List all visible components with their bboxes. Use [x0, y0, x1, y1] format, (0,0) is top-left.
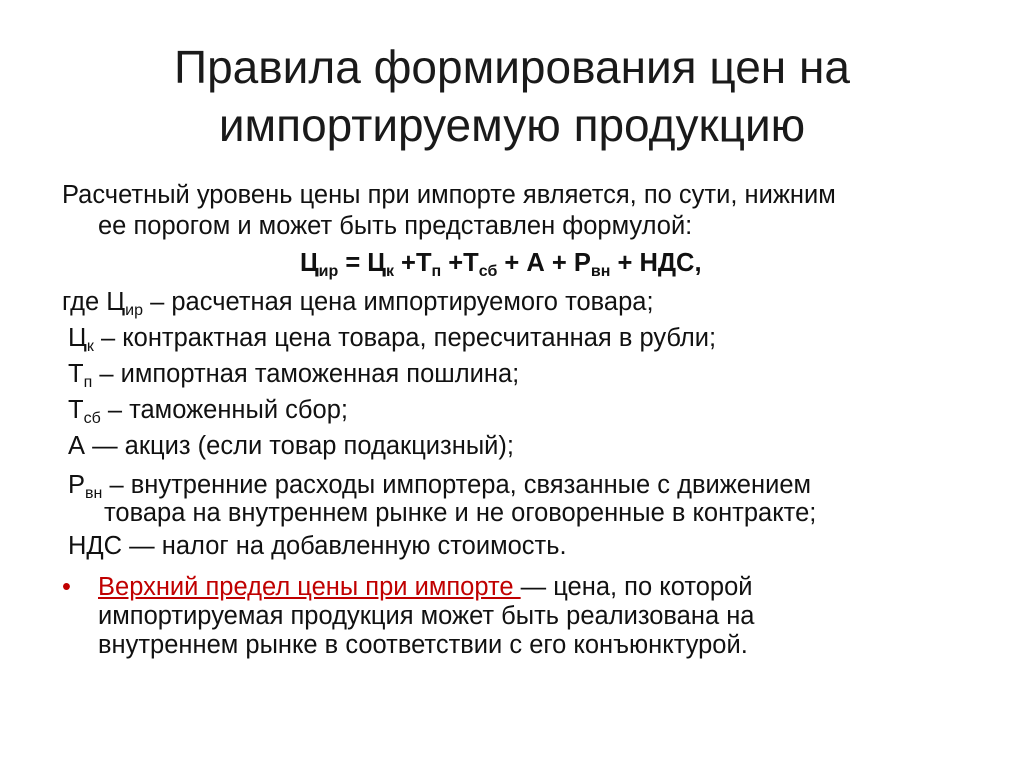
- formula-sub: сб: [478, 263, 498, 280]
- intro-paragraph: [62, 180, 962, 242]
- slide-title: [60, 38, 964, 154]
- def-text: – расчетная цена импортируемого товара;: [143, 288, 654, 316]
- def-sub: сб: [83, 410, 101, 427]
- definition-a: А — акциз (если товар подакцизный);: [68, 432, 514, 460]
- formula-sub: п: [431, 263, 442, 280]
- def-text: – контрактная цена товара, пересчитанная в рубли;: [93, 324, 717, 352]
- def-sub: п: [83, 374, 93, 391]
- upper-limit-term[interactable]: Верхний предел цены при импорте: [98, 573, 521, 601]
- formula-part: = Ц: [338, 249, 386, 277]
- formula-sub: вн: [590, 263, 611, 280]
- formula-sub: к: [385, 263, 394, 280]
- price-formula: [62, 248, 962, 279]
- def-text-continued: товара на внутреннем рынке и не оговоренные в контракте;: [104, 499, 817, 527]
- bullet-text: внутреннем рынке в соответствии с его конъюнктурой.: [98, 631, 748, 659]
- formula-part: +Т: [441, 249, 479, 277]
- slide-body: [62, 180, 962, 660]
- def-symbol: Ц: [68, 324, 87, 352]
- definition-cir: [62, 285, 962, 319]
- bullet-text: — цена, по которой: [520, 573, 753, 601]
- formula-part: Ц: [300, 249, 319, 277]
- bullet-dot-icon: •: [62, 573, 71, 601]
- definition-tp: [62, 357, 962, 391]
- formula-part: +Т: [393, 249, 432, 277]
- def-sub: ир: [125, 302, 144, 319]
- definition-tsb: [62, 393, 962, 427]
- formula-part: + НДС,: [610, 249, 702, 277]
- def-symbol: где Ц: [62, 288, 126, 316]
- title-line-1: Правила формирования цен на: [174, 41, 850, 93]
- def-text: – импортная таможенная пошлина;: [92, 360, 520, 388]
- def-sub: к: [86, 338, 94, 355]
- definition-rvn: [62, 471, 962, 527]
- def-text: – внутренние расходы импортера, связанные с движением: [102, 471, 812, 499]
- def-symbol: Р: [68, 471, 86, 499]
- def-symbol: Т: [68, 396, 84, 424]
- formula-sub: ир: [318, 263, 339, 280]
- title-line-2: импортируемую продукцию: [218, 99, 806, 151]
- formula-part: + А + Р: [497, 249, 591, 277]
- def-symbol: Т: [68, 360, 84, 388]
- definition-ck: [62, 321, 962, 355]
- intro-line-1: Расчетный уровень цены при импорте является, по сути, нижним: [62, 181, 836, 209]
- definition-nds: НДС — налог на добавленную стоимость.: [68, 532, 567, 560]
- bullet-upper-limit: [62, 573, 962, 660]
- def-sub: вн: [85, 485, 103, 502]
- bullet-text: импортируемая продукция может быть реализована на: [98, 602, 755, 630]
- def-text: – таможенный сбор;: [100, 396, 348, 424]
- intro-line-2: ее порогом и может быть представлен формулой:: [98, 212, 693, 240]
